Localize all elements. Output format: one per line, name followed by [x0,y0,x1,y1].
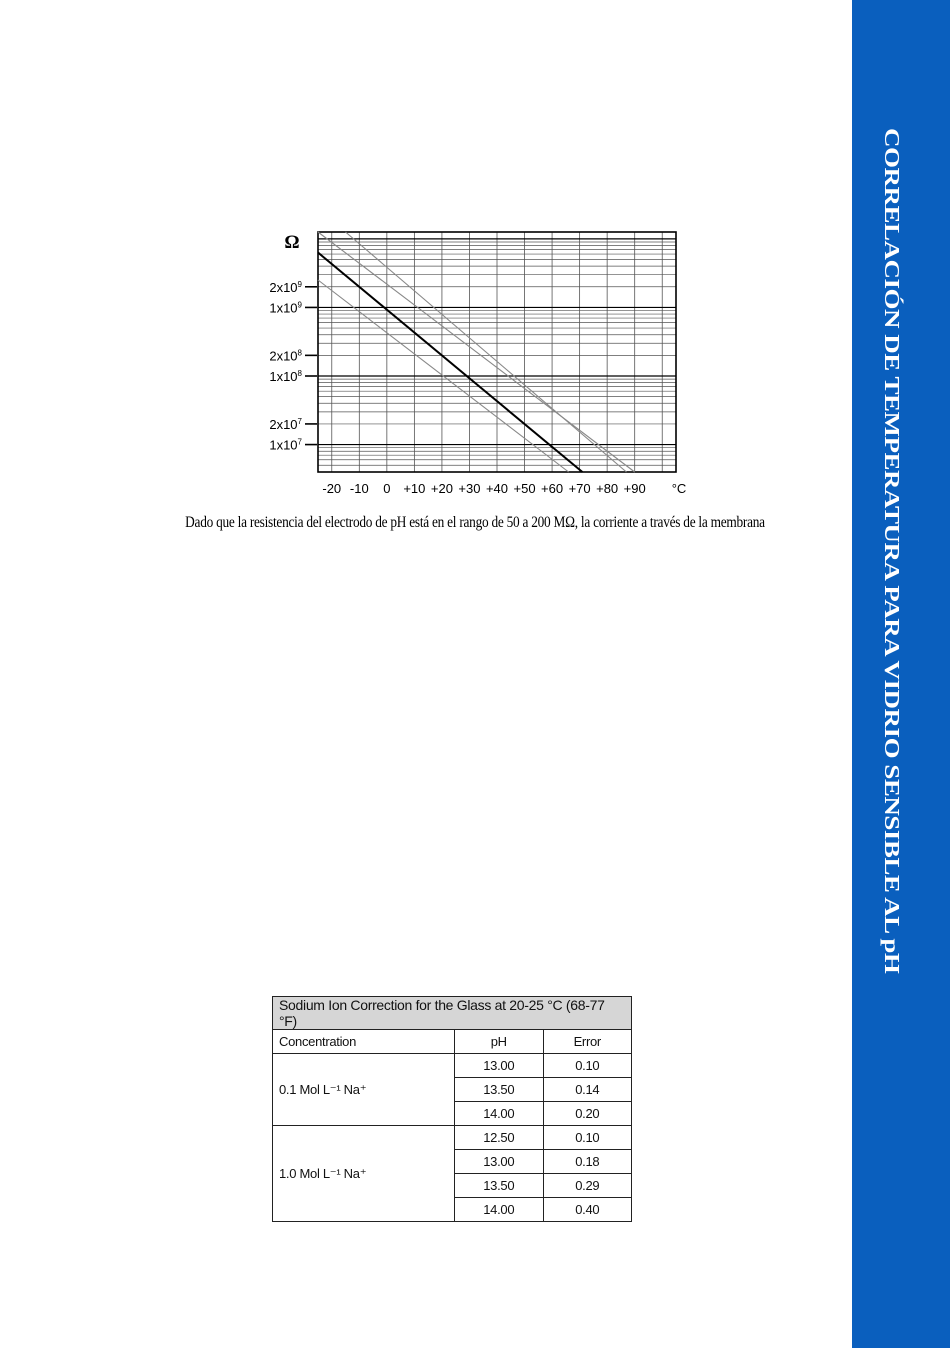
table-row [273,1126,632,1150]
error-cell: 0.18 [543,1150,631,1174]
y-unit-label: Ω [284,232,300,253]
x-tick-label: +10 [403,481,426,496]
y-tick-label: $2x10^7$ [269,416,302,432]
ph-cell: 14.00 [455,1198,544,1222]
header-ph: pH [455,1030,544,1054]
x-tick-label: +60 [541,481,564,496]
caption-text: Dado que la resistencia del electrodo de pH está en el rango de 50 a 200 MΩ, la corriente a través de la membrana [185,514,765,531]
error-cell: 0.10 [543,1126,631,1150]
concentration-cell: 0.1 Mol L⁻¹ Na⁺ [273,1054,455,1126]
y-tick-label: $2x10^9$ [269,279,302,295]
x-tick-label: 0 [383,481,391,496]
error-cell: 0.14 [543,1078,631,1102]
x-tick-label: +50 [513,481,536,496]
x-tick-label: +90 [623,481,646,496]
table-header-row [273,1030,632,1054]
table-title-row [273,997,632,1030]
series-line-thin [346,232,627,472]
header-error: Error [543,1030,631,1054]
side-title: CORRELACIÓN DE TEMPERATURA PARA VIDRIO SENSIBLE AL pH [880,128,904,974]
ph-cell: 13.00 [455,1054,544,1078]
y-tick-label: $1x10^7$ [269,437,302,453]
error-cell: 0.20 [543,1102,631,1126]
x-tick-label: +20 [430,481,453,496]
series-line-bold [318,253,582,472]
x-unit-label: °C [671,481,687,496]
sodium-correction-table [272,996,632,1222]
table-title: Sodium Ion Correction for the Glass at 20-25 °C (68-77 °F) [273,997,632,1030]
x-tick-label: +30 [458,481,481,496]
ph-cell: 12.50 [455,1126,544,1150]
x-tick-label: +40 [485,481,509,496]
series-line-thin [318,232,635,472]
chart-svg [250,222,700,502]
resistance-chart [250,222,700,502]
ph-cell: 13.00 [455,1150,544,1174]
table-row [273,1054,632,1078]
error-cell: 0.40 [543,1198,631,1222]
x-tick-label: -10 [349,481,369,496]
ph-cell: 14.00 [455,1102,544,1126]
y-tick-label: $1x10^8$ [269,369,302,384]
error-cell: 0.10 [543,1054,631,1078]
y-tick-label: $2x10^8$ [269,348,302,364]
concentration-cell: 1.0 Mol L⁻¹ Na⁺ [273,1126,455,1222]
ph-cell: 13.50 [455,1174,544,1198]
error-cell: 0.29 [543,1174,631,1198]
x-tick-label: +80 [596,481,619,496]
x-tick-label: +70 [568,481,591,496]
header-concentration: Concentration [273,1030,455,1054]
y-tick-label: $1x10^9$ [269,300,302,316]
ph-cell: 13.50 [455,1078,544,1102]
x-tick-label: -20 [322,481,342,496]
